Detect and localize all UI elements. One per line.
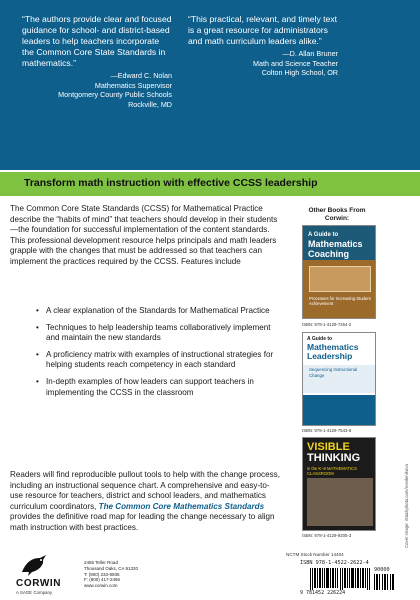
attribution-line: —D. Allan Bruner [282,49,338,58]
book-cover-coaching [302,225,376,319]
quote-right [188,14,338,78]
cover-photo [307,478,373,526]
feature-item: • A clear explanation of the Standards for Mathematical Practice [36,306,284,317]
attribution-line: Montgomery County Public Schools [58,90,172,99]
cover-photo [309,266,371,292]
closing-paragraph [10,470,282,534]
book-isbn: ISBN: 978-1-4129-9205-3 [302,533,352,538]
barcode-addon: 90000 [374,567,390,573]
cover-band-bottom [303,395,375,426]
raven-icon [20,552,48,576]
publisher-logo [16,552,76,596]
quote-band [0,0,420,170]
cover-title-main: Mathematics Coaching [308,239,363,259]
cover-title-main: Mathematics Leadership [307,341,359,361]
attribution-line: Colton High School, OR [261,68,338,77]
address-line: 2455 Teller Road [84,560,118,565]
cover-title-main: THINKING [307,452,361,464]
closing-text: Readers will find reproducible pullout tools to help with the change process, including an instructional sequence chart. A comprehensive and easy-to-use resource for teachers, district and school leaders, and mathematics curriculum coordinators, [10,470,280,511]
cover-title [308,231,372,259]
barcode-number: 9 781452 226224 [300,590,346,596]
quote-attribution [22,71,172,109]
address-line: www.corwin.com [84,583,118,589]
barcode-addon-bars-icon [374,574,396,590]
quote-text: “The authors provide clear and focused guidance for school- and district-based leaders to help teachers incorporate the Common Core State Standards in mathematics.” [22,14,172,68]
closing-text: provides the definitive road map for leading the change necessary to align math instruction with best practices. [10,512,275,532]
cover-subtitle: in the K–8 MATHEMATICS CLASSROOM [307,466,357,476]
publisher-name: CORWIN [16,578,62,589]
feature-item: • In-depth examples of how leaders can support teachers in implementing the CCSS in the classroom [36,377,284,398]
quote-text: “This practical, relevant, and timely text is a great resource for administrators and math curriculum leaders alike.” [188,14,338,46]
cover-image-credit: Cover image: iStockphoto.com/nvedenikova [404,464,409,548]
publisher-tagline: A SAGE Company [16,590,53,595]
cover-title-line: A Guide to [307,336,333,342]
book-cover-leadership [302,332,376,426]
book-isbn: ISBN: 978-1-4129-7264-2 [302,322,352,327]
feature-list [36,306,284,404]
barcode-bars-icon [310,568,372,590]
stock-number: NCTM Stock Number 14404 [286,552,344,557]
headline: Transform math instruction with effective CCSS leadership [24,177,318,189]
barcode [300,560,398,598]
headline-band [0,172,420,196]
book-title: The Common Core Mathematics Standards [98,501,265,511]
feature-item: • A proficiency matrix with examples of instructional strategies for helping students reach competency in each standard [36,350,284,371]
publisher-address [84,560,138,589]
book-cover-visible-thinking [302,437,376,531]
intro-paragraph: The Common Core State Standards (CCSS) for Mathematical Practice describe the “habits of mind” that teachers should develop in their students—the foundation for successful implementation of the content standards. This professional development resource helps principals and math leaders grapple with the changes that must be addressed so that teachers can implement the practices required by the CCSS. Features include [10,204,278,266]
address-line: T: (800) 233-9936 [84,571,120,577]
attribution-line: Math and Science Teacher [253,58,338,68]
cover-title [307,442,373,464]
other-books-heading: Other Books From Corwin: [308,207,366,222]
cover-subtitle: Sequencing Instructional Change [309,367,358,378]
attribution-line: Mathematics Supervisor [94,80,172,90]
attribution-line: Rockville, MD [128,99,172,109]
feature-item: • Techniques to help leadership teams collaboratively implement and maintain the new standards [36,323,284,344]
address-line: Thousand Oaks, CA 91320 [84,565,139,571]
cover-subtitle: Processes for Increasing Student Achievement [309,296,371,306]
cover-title-line: A Guide to [308,232,339,238]
cover-title-line: VISIBLE [307,441,350,453]
barcode-isbn: ISBN 978-1-4522-2622-4 [300,560,369,566]
address-line: F: (800) 417-2466 [84,577,121,583]
quote-left [22,14,172,109]
attribution-line: —Edward C. Nolan [110,71,172,80]
quote-attribution [188,49,338,78]
cover-title [307,336,373,362]
book-isbn: ISBN: 978-1-4129-7543-8 [302,428,352,433]
